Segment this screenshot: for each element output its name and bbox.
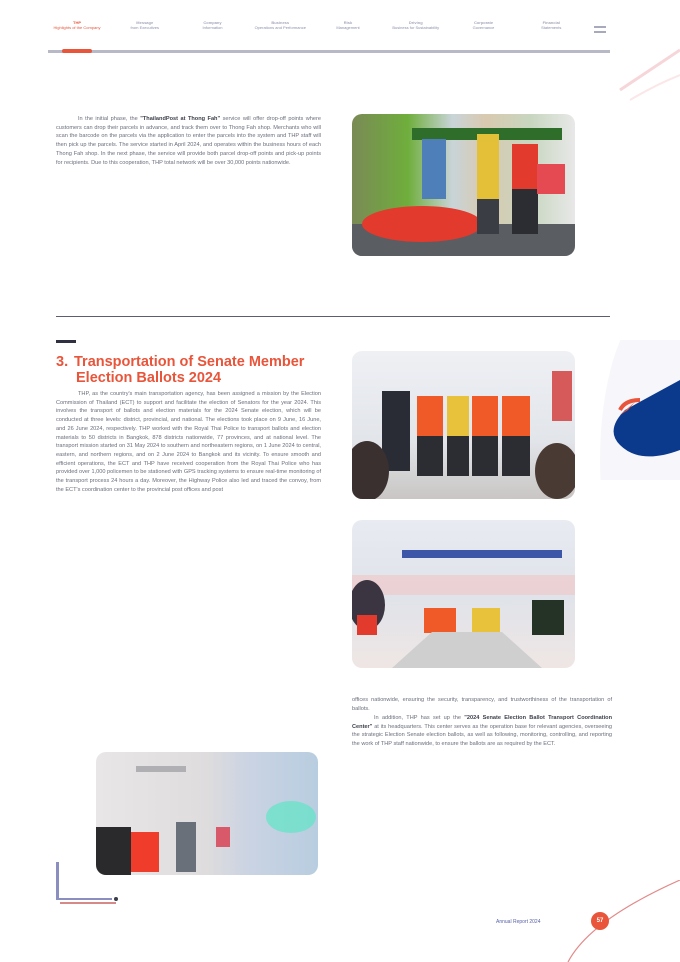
photo-thong-fah-launch bbox=[352, 114, 575, 256]
nav-item-label: from Executives bbox=[130, 25, 159, 30]
nav-item-highlights[interactable] bbox=[48, 20, 106, 48]
section-title bbox=[56, 354, 336, 386]
decorative-swoosh-top bbox=[590, 30, 680, 110]
paragraph-bold-text: "ThailandPost at Thong Fah" bbox=[140, 116, 221, 122]
nav-item-label: Information bbox=[202, 25, 223, 30]
paragraph-text: service will offer drop-off points where customers can drop their parcels in advance, and track them over to Thong Fah shop. Merchants who will scan the barcode on the parcels via the application to enter the parcels into the system and THP staff will then pick up the parcels. The service started in April 2024, and operates within the business hours of each Thong Fah shop. In the next phase, the service will provide both parcel drop-off points and pick-up points for recipients. Due to this cooperation, THP total network will be over 30,000 points nationwide. bbox=[56, 116, 321, 166]
paragraph-text: In addition, THP has set up the bbox=[374, 715, 465, 721]
paragraph-text: In the initial phase, the bbox=[78, 116, 141, 122]
coordination-center-paragraph bbox=[352, 714, 612, 749]
nav-item-title: Business bbox=[271, 20, 290, 25]
thong-fah-paragraph bbox=[56, 115, 321, 167]
nav-item-title: Financial bbox=[542, 20, 560, 25]
nav-item-label: Statements bbox=[541, 25, 562, 30]
nav-item-title: Driving bbox=[408, 20, 423, 25]
section-dash bbox=[56, 340, 76, 343]
decorative-curve-bottom bbox=[560, 880, 680, 962]
nav-item-financial[interactable] bbox=[522, 20, 580, 48]
nav-active-indicator bbox=[62, 49, 92, 53]
decorative-navy-shape bbox=[580, 340, 680, 480]
nav-item-message[interactable] bbox=[116, 20, 174, 48]
photo-illustration bbox=[352, 520, 575, 668]
paragraph-text: at its headquarters. This center serves as the operation base for relevant agencies, overseeing the strategic Election Senate election ballots, as well as following, monitoring, controlling, and reporting the work of THP staff nationwide, to ensure the ballots are as required by the ECT. bbox=[352, 723, 612, 748]
nav-item-label: Governance bbox=[472, 25, 495, 30]
nav-item-title: Company bbox=[203, 20, 222, 25]
photo-illustration bbox=[352, 114, 575, 256]
photo-ballot-team bbox=[352, 351, 575, 499]
nav-item-title: Corporate bbox=[473, 20, 494, 25]
footer-report-label: Annual Report 2024 bbox=[496, 919, 541, 925]
nav-bar bbox=[48, 50, 610, 53]
section-number: 3. bbox=[56, 354, 69, 370]
photo-illustration bbox=[352, 351, 575, 499]
nav-item-governance[interactable] bbox=[455, 20, 513, 48]
photo-illustration bbox=[96, 752, 318, 875]
section-title-line2: Election Ballots 2024 bbox=[76, 370, 222, 386]
photo-coordination-meeting bbox=[352, 520, 575, 668]
decorative-corner-bracket bbox=[52, 860, 122, 910]
senate-ballots-paragraph: THP, as the country's main transportation agency, has been assigned a mission by the Election Commission of Thailand (ECT) to support and facilitate the election of Senators for the year 2024. This involves the transport of ballots and election materials for the 2024 Senate election, which will be conducted at three levels: district, provincial, and national. The elections took place on 9 June, 16 June, and 26 June 2024, respectively. THP worked with the Royal Thai Police to transport ballots and election materials to 50 districts in Bangkok, 878 districts nationwide, 77 provinces, and at national level. The transport mission started on 31 May 2024 to southern and northeastern regions, on 1 June 2024 to central, eastern, and northern regions, and on 2 June 2024 to Bangkok and its vicinity. To ensure smooth and efficient operations, the ECT and THP have received cooperation from the Royal Thai Police who has provided over 1,000 policemen to be stationed with GPS tracking systems to ensure real-time monitoring of the transport process 24 hours a day. Moreover, the Highway Police also led and traced the convoy, from the ECT's coordination center to the provincial post offices and post bbox=[56, 391, 321, 493]
page-number-badge: 57 bbox=[591, 912, 609, 930]
nav-item-label: Highlights of the Company bbox=[53, 25, 101, 30]
nav-item-label: Business for Sustainability bbox=[392, 25, 440, 30]
nav-item-company[interactable] bbox=[184, 20, 242, 48]
nav-item-title: THP bbox=[73, 20, 81, 25]
nav-item-label: Management bbox=[336, 25, 360, 30]
nav-item-label: Operations and Performance bbox=[254, 25, 306, 30]
paragraph-bold-text: "2024 Senate Election Ballot Transport Coordination Center" bbox=[352, 715, 612, 730]
top-navigation bbox=[48, 20, 610, 48]
nav-item-business[interactable] bbox=[251, 20, 309, 48]
nav-item-title: Message bbox=[136, 20, 154, 25]
section-divider bbox=[56, 316, 610, 317]
nav-item-risk[interactable] bbox=[319, 20, 377, 48]
nav-item-sustainability[interactable] bbox=[387, 20, 445, 48]
section-title-line1: Transportation of Senate Member bbox=[74, 354, 305, 370]
senate-ballots-paragraph-continued: offices nationwide, ensuring the security, transparency, and trustworthiness of the transportation of ballots. bbox=[352, 697, 612, 712]
nav-item-title: Risk bbox=[343, 20, 353, 25]
photo-control-room bbox=[96, 752, 318, 875]
